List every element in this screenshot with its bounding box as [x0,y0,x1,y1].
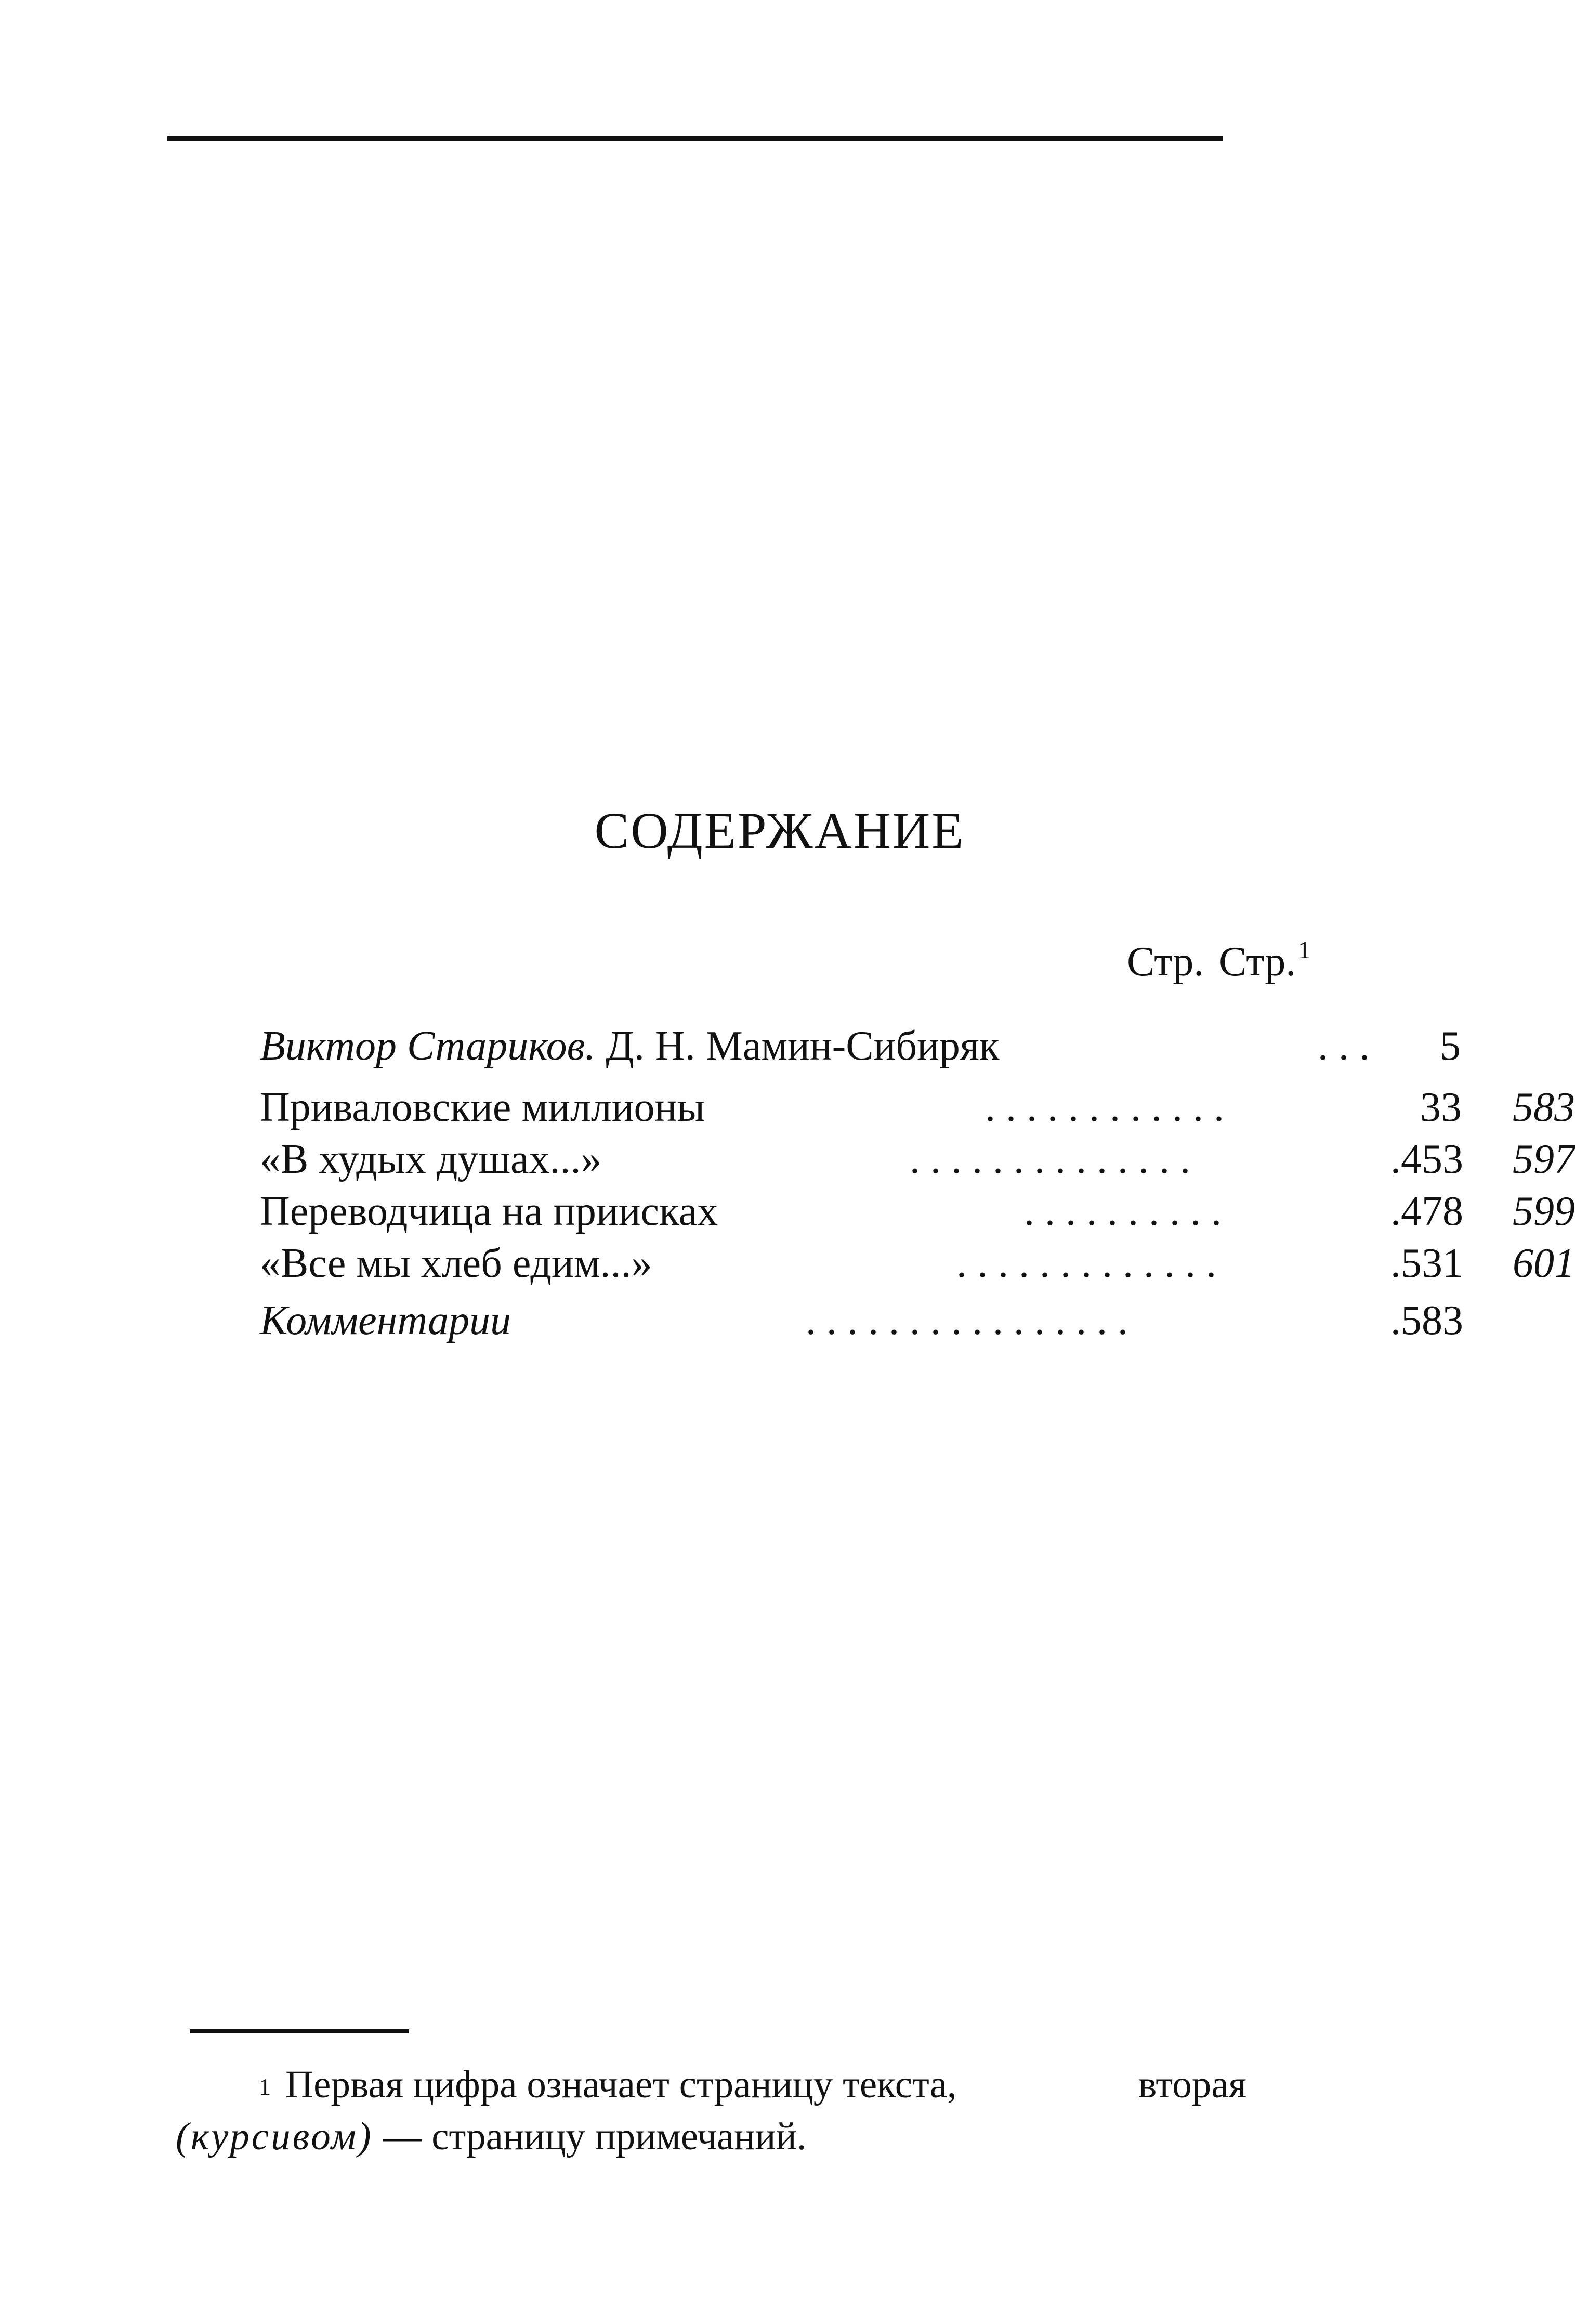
toc-entry-title: Приваловские миллионы [260,1085,705,1130]
toc-entry-page: .453 [1390,1137,1463,1182]
footnote-ref-marker: 1 [1298,936,1311,964]
toc-entry-note-page: 583 [1513,1085,1575,1130]
toc-entry-title: Переводчица на приисках [260,1189,718,1234]
toc-entry-note-page: 599 [1513,1189,1575,1234]
footnote-rule [190,2029,409,2033]
toc-entry-page: .531 [1390,1241,1463,1286]
toc-entry-label [260,1020,1000,1072]
footnote-text-b: вторая [1138,2063,1246,2106]
toc-leader-dots: . . . [1318,1023,1370,1069]
toc-entry-page: .583 [1390,1298,1463,1343]
toc-entry-author: Виктор Стариков. [260,1023,596,1069]
toc-leader-dots: . . . . . . . . . . . . . . . . [806,1298,1128,1343]
toc-leader-dots: . . . . . . . . . . . . [985,1085,1224,1130]
toc-entry-page: .478 [1390,1189,1463,1234]
toc-entry-note-page: 601 [1513,1241,1575,1286]
toc-entry-title: «В худых душах...» [260,1137,602,1182]
page-title: СОДЕРЖАНИЕ [594,802,965,859]
toc-leader-dots: . . . . . . . . . . . . . . [910,1137,1190,1182]
footnote [176,2059,1246,2163]
footnote-text-a: Первая цифра означает страницу текста, [285,2063,957,2106]
footnote-line-1-main [176,2059,957,2111]
footnote-italic-text: (курсивом) [176,2115,373,2158]
toc-entry-title: Комментарии [260,1298,511,1343]
footnote-line-2 [176,2111,1246,2163]
column-header-text-page-label: Стр. [1127,939,1204,985]
toc-entry-title: Д. Н. Мамин-Сибиряк [595,1023,1000,1069]
toc-entry-note-page: 597 [1513,1137,1575,1182]
column-header-note-page-label: Стр. [1219,939,1296,985]
toc-entry-label [260,1295,511,1347]
toc-entry-page: 33 [1420,1085,1462,1130]
toc-leader-dots: . . . . . . . . . . . . . [956,1241,1216,1286]
footnote-line-1 [176,2059,1246,2111]
toc-entry-page: 5 [1440,1023,1461,1069]
toc-entry-title: «Все мы хлеб едим...» [260,1241,652,1286]
footnote-marker: 1 [259,2073,271,2100]
footnote-text-c: — страницу примечаний. [373,2115,807,2158]
toc-leader-dots: . . . . . . . . . . [1024,1189,1222,1234]
